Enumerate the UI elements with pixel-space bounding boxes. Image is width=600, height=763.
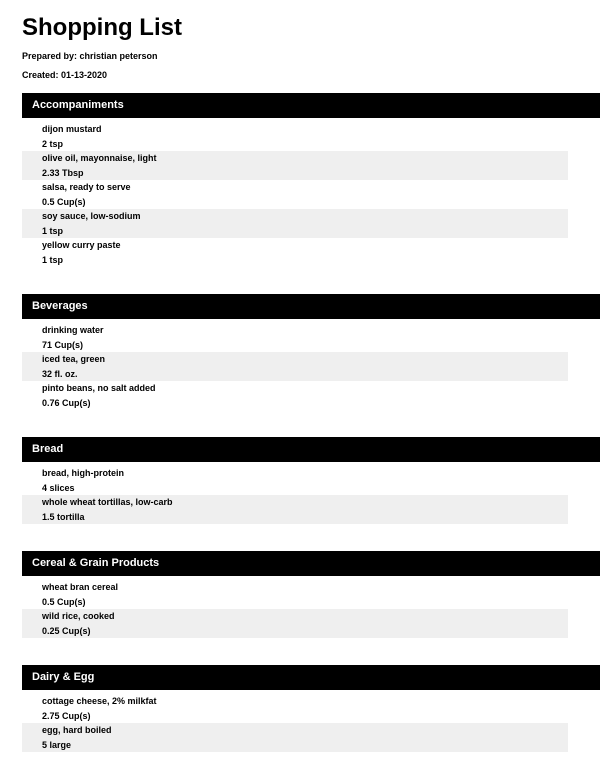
item-name: salsa, ready to serve (42, 182, 131, 192)
item-quantity: 0.25 Cup(s) (42, 625, 91, 636)
list-item (22, 180, 568, 209)
item-quantity: 0.76 Cup(s) (42, 397, 91, 408)
item-list (22, 580, 600, 638)
list-item (22, 238, 568, 267)
item-quantity: 1 tsp (42, 254, 64, 265)
item-list (22, 122, 600, 267)
list-item (22, 151, 568, 180)
section-header: Beverages (22, 294, 600, 319)
section-header: Cereal & Grain Products (22, 551, 600, 576)
item-quantity: 2 tsp (42, 138, 64, 149)
item-name: wheat bran cereal (42, 582, 119, 592)
item-name: dijon mustard (42, 124, 102, 134)
list-item (22, 495, 568, 524)
item-name: iced tea, green (42, 354, 106, 364)
item-quantity: 2.33 Tbsp (42, 167, 84, 178)
item-name: wild rice, cooked (42, 611, 115, 621)
item-quantity: 71 Cup(s) (42, 339, 84, 350)
list-item (22, 609, 568, 638)
section-accompaniments (22, 93, 600, 267)
item-quantity: 4 slices (42, 482, 75, 493)
section-header: Dairy & Egg (22, 665, 600, 690)
list-item (22, 466, 568, 495)
item-name: soy sauce, low-sodium (42, 211, 141, 221)
section-cereal-grain (22, 551, 600, 638)
list-item (22, 381, 568, 410)
section-bread (22, 437, 600, 524)
item-quantity: 1 tsp (42, 225, 64, 236)
item-quantity: 5 large (42, 739, 72, 750)
list-item (22, 352, 568, 381)
section-dairy-egg (22, 665, 600, 752)
item-name: pinto beans, no salt added (42, 383, 156, 393)
prepared-by: Prepared by: christian peterson (22, 51, 158, 61)
page-title: Shopping List (22, 14, 182, 41)
item-quantity: 1.5 tortilla (42, 511, 85, 522)
item-name: yellow curry paste (42, 240, 121, 250)
created-date: Created: 01-13-2020 (22, 70, 108, 80)
item-list (22, 323, 600, 410)
list-item (22, 209, 568, 238)
item-quantity: 0.5 Cup(s) (42, 596, 86, 607)
list-item (22, 694, 568, 723)
list-item (22, 580, 568, 609)
item-quantity: 32 fl. oz. (42, 368, 78, 379)
item-name: cottage cheese, 2% milkfat (42, 696, 157, 706)
item-quantity: 2.75 Cup(s) (42, 710, 91, 721)
item-quantity: 0.5 Cup(s) (42, 196, 86, 207)
item-list (22, 694, 600, 752)
item-name: whole wheat tortillas, low-carb (42, 497, 173, 507)
list-item (22, 122, 568, 151)
section-header: Bread (22, 437, 600, 462)
item-name: olive oil, mayonnaise, light (42, 153, 157, 163)
list-item (22, 723, 568, 752)
item-list (22, 466, 600, 524)
item-name: drinking water (42, 325, 104, 335)
section-beverages (22, 294, 600, 410)
item-name: bread, high-protein (42, 468, 124, 478)
item-name: egg, hard boiled (42, 725, 112, 735)
list-item (22, 323, 568, 352)
section-header: Accompaniments (22, 93, 600, 118)
